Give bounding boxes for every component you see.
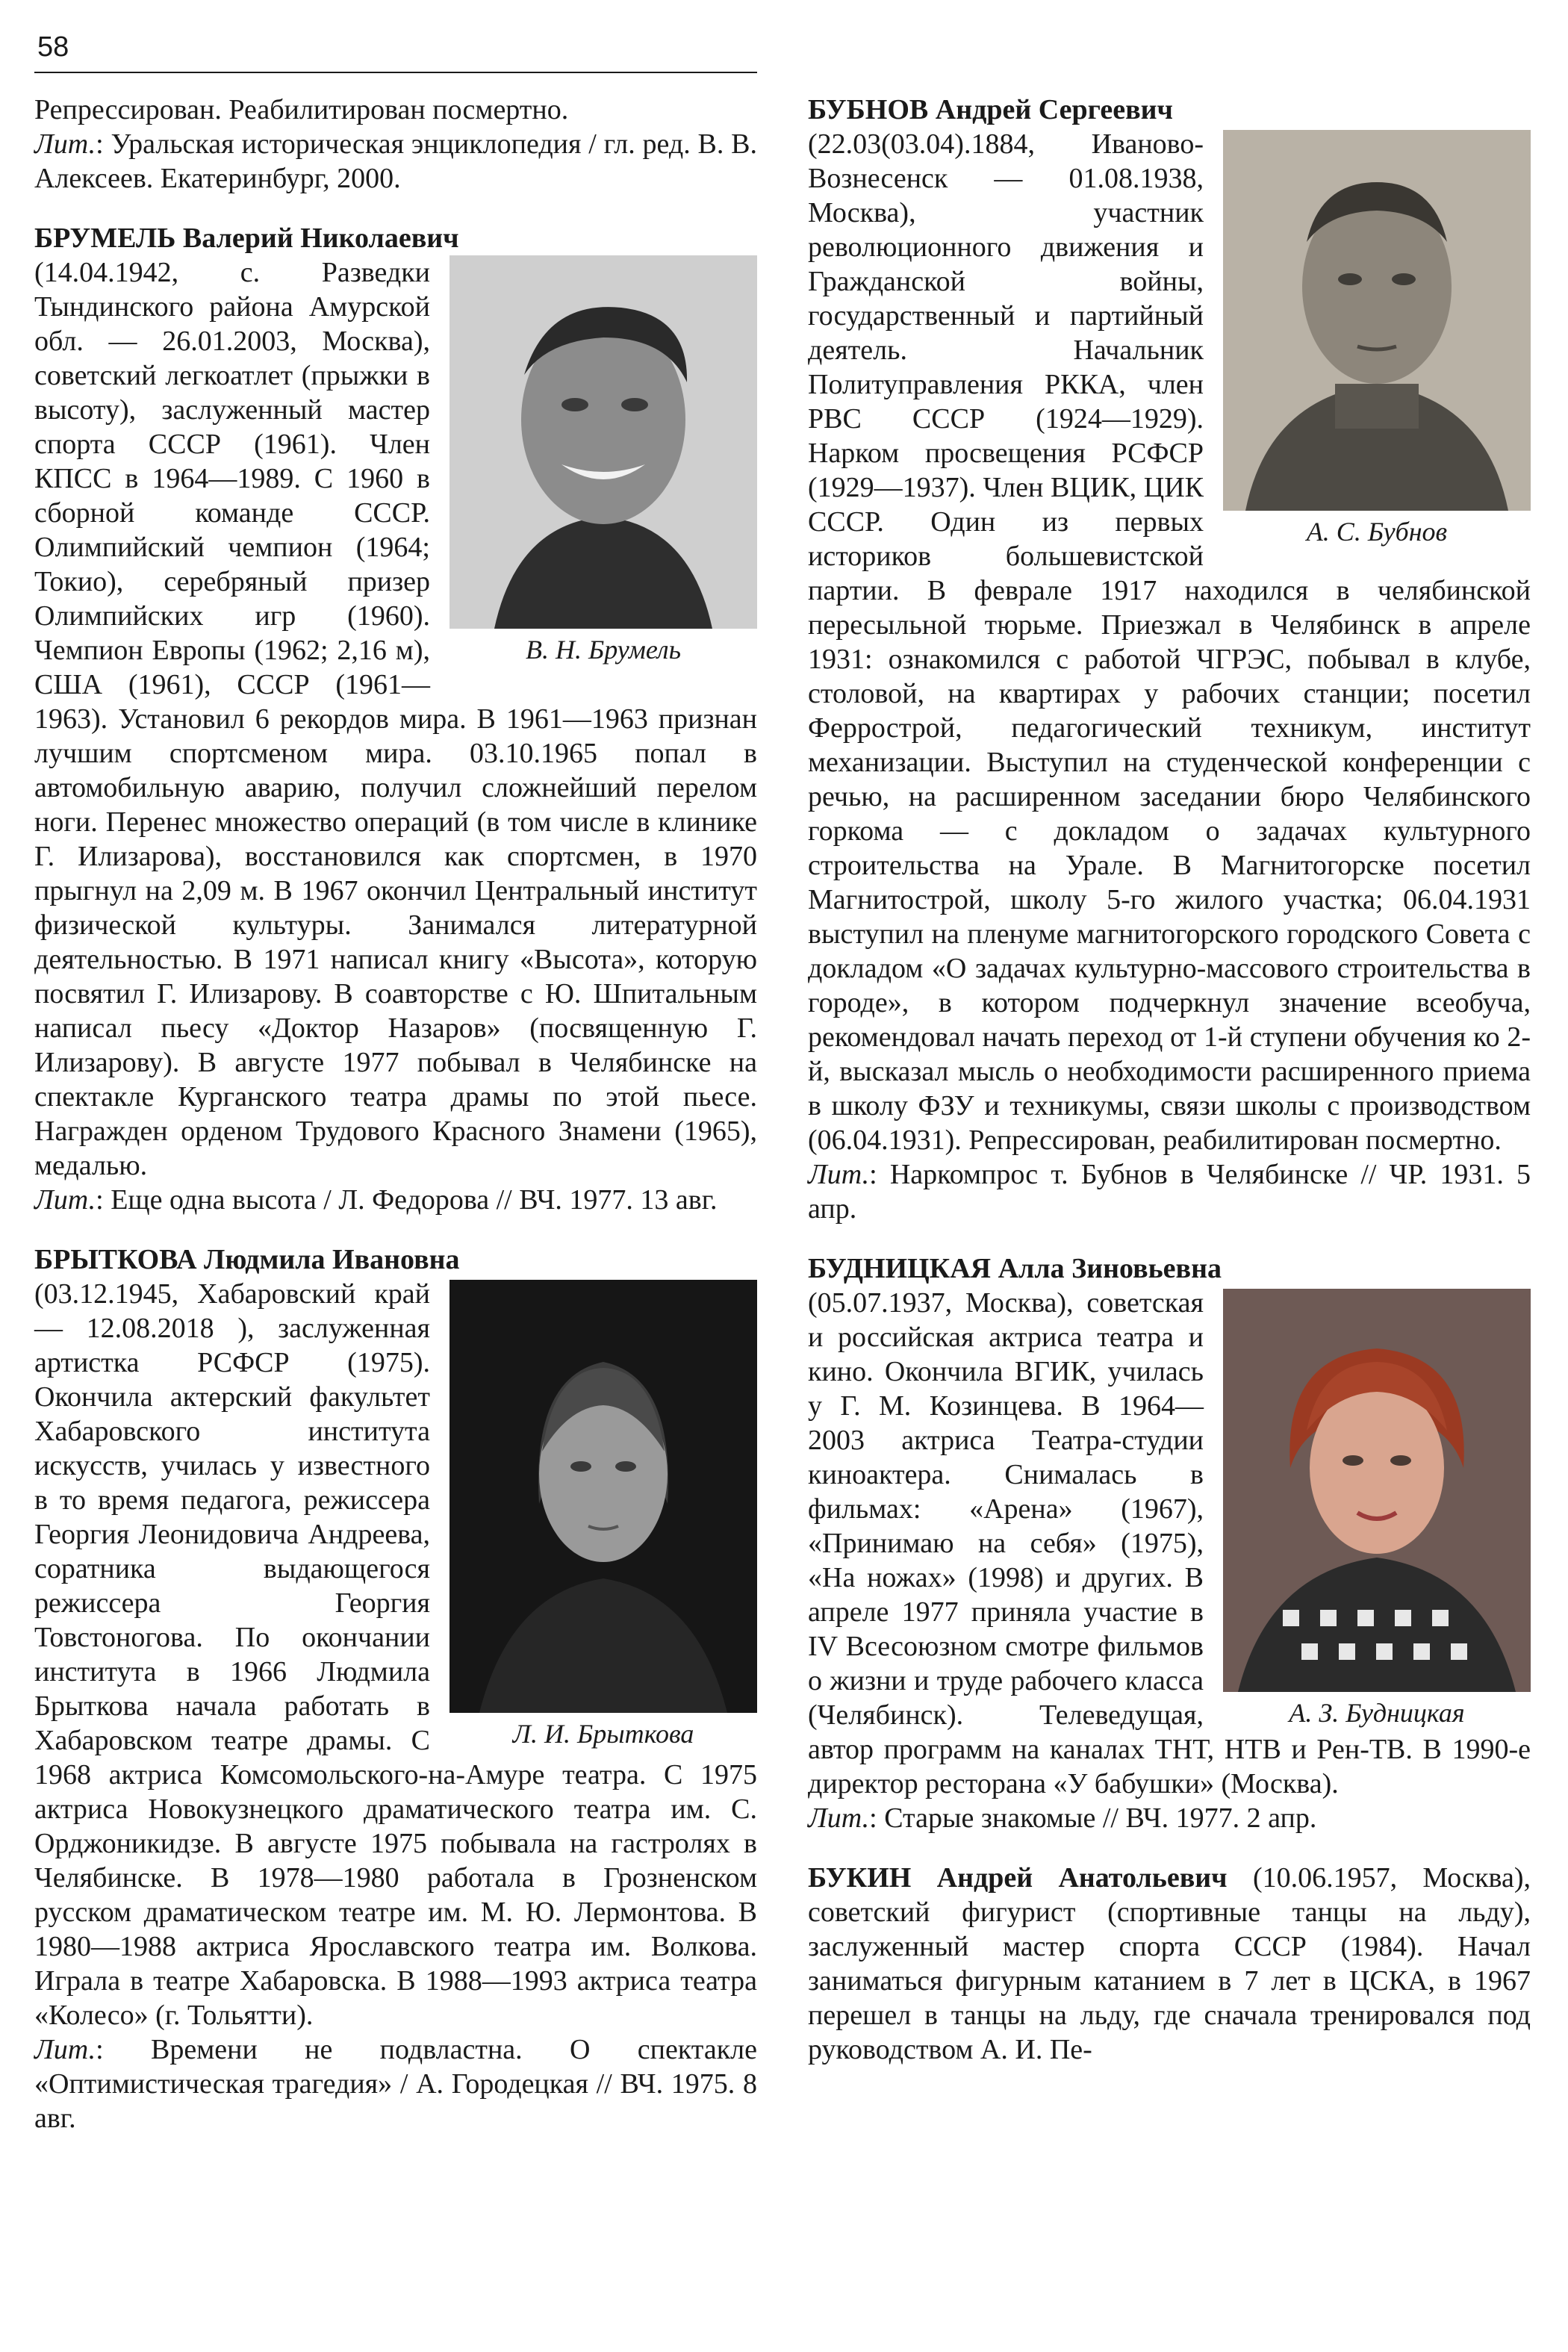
entry-bubnov bbox=[808, 93, 1531, 1226]
entry-text: (05.07.1937, Москва), советская и российская актриса театра и кино. Окончила ВГИК, училась у Г. М. Козинцева. В 1964—2003 актриса Театра-студии киноактера. Снималась в фильмах: «Арена» (1967), «Принимаю на себя» (1975), «На ножах» (1998) и других. В апреле 1977 приняла участие в IV Всесоюзном смотре фильмов о жизни и труде рабочего класса (Челябинск). Телеведущая, автор программ на каналах ТНТ, НТВ и Рен-ТВ. В 1990-е директор ресторана «У бабушки» (Москва). bbox=[808, 1287, 1531, 1799]
literature-text: : Уральская историческая энциклопедия / гл. ред. В. В. Алексеев. Екатеринбург, 2000. bbox=[34, 128, 757, 194]
entry-budnitskaya bbox=[808, 1251, 1531, 1835]
literature-label: Лит. bbox=[808, 1159, 870, 1190]
literature-label: Лит. bbox=[34, 1184, 96, 1216]
right-column bbox=[808, 93, 1531, 2092]
literature-note bbox=[34, 2032, 757, 2135]
entry-body bbox=[808, 93, 1531, 127]
photo-figure-brytkova bbox=[449, 1280, 757, 1750]
portrait-photo-brytkova bbox=[449, 1280, 757, 1713]
entry-name: БУБНОВ Андрей Сергеевич bbox=[808, 94, 1173, 125]
entry-body bbox=[808, 1861, 1531, 2067]
photo-caption-brumel: В. Н. Брумель bbox=[526, 635, 681, 665]
portrait-image bbox=[1223, 1289, 1531, 1692]
entry-brumel bbox=[34, 221, 757, 1217]
photo-caption-bubnov: А. С. Бубнов bbox=[1306, 517, 1448, 547]
entry-text: (22.03(03.04).1884, Иваново-Вознесенск — 01.08.1938, Москва), участник революционного движения и Гражданской войны, государственный и партийный деятель. Начальник Политуправления РККА, член РВС СССР (1924—1929). Нарком просвещения РСФСР (1929—1937). Член ВЦИК, ЦИК СССР. Один из первых историков большевистской партии. В феврале 1917 находился в челябинской пересыльной тюрьме. Приезжал в Челябинск в апреле 1931: ознакомился с работой ЧГРЭС, побывал в клубе, столовой, на квартирах у рабочих станции; посетил Феррострой, педагогический техникум, институт механизации. Выступил на студенческой конференции с речью, на расширенном заседании бюро Челябинского горкома — с докладом о задачах культурного строительства на Урале. В Магнитогорске посетил Магнитострой, школу 5-го жилого участка; 06.04.1931 выступил на пленуме магнитогорского городского Совета с докладом «О задачах культурно-массового строительства в городе», в котором подчеркнул значение всеобуча, рекомендовал начать переход от 1-й ступени обучения ко 2-й, высказал мысль о необходимости расширенного приема в школу ФЗУ и техникумы, связи школы с производством (06.04.1931). Репрессирован, реабилитирован посмертно. bbox=[808, 128, 1531, 1156]
entry-text: (10.06.1957, Москва), советский фигурист (спортивные танцы на льду), заслуженный мастер спорта СССР (1984). Начал заниматься фигурным катанием в 7 лет в ЦСКА, в 1967 перешел в танцы на льду, где сначала тренировался под руководством А. И. Пе- bbox=[808, 1862, 1531, 2065]
literature-note bbox=[34, 127, 757, 196]
literature-note bbox=[34, 1183, 757, 1217]
literature-text: : Времени не подвластна. О спектакле «Оптимистическая трагедия» / А. Городецкая // ВЧ. 1975. 8 авг. bbox=[34, 2034, 757, 2134]
portrait-image bbox=[449, 1280, 757, 1713]
photo-caption-budnitskaya: А. З. Будницкая bbox=[1289, 1698, 1465, 1728]
literature-text: : Старые знакомые // ВЧ. 1977. 2 апр. bbox=[869, 1802, 1317, 1834]
portrait-photo-brumel bbox=[449, 255, 757, 629]
photo-figure-brumel bbox=[449, 255, 757, 666]
entry-name: БУКИН Андрей Анатольевич bbox=[808, 1862, 1228, 1894]
photo-caption-brytkova: Л. И. Брыткова bbox=[512, 1719, 694, 1749]
entry-text: (03.12.1945, Хабаровский край — 12.08.2018 ), заслуженная артистка РСФСР (1975). Окончила актерский факультет Хабаровского института искусств, училась у известного в то время педагога, режиссера Георгия Леонидовича Андреева, соратника выдающегося режиссера Георгия Товстоногова. По окончании института в 1966 Людмила Брыткова начала работать в Хабаровском театре драмы. С 1968 актриса Комсомольского-на-Амуре театра. С 1975 актриса Новокузнецкого драматического театра им. С. Орджоникидзе. В августе 1975 побывала на гастролях в Челябинске. В 1978—1980 работала в Грозненском русском драматическом театре им. М. Ю. Лермонтова. В 1980—1988 актриса Ярославского театра им. Волкова. Играла в театре Хабаровска. В 1988—1993 актриса театра «Колесо» (г. Тольятти). bbox=[34, 1278, 757, 2031]
left-column bbox=[34, 93, 757, 2161]
entry-text: (14.04.1942, с. Разведки Тындинского района Амурской обл. — 26.01.2003, Москва), советский легкоатлет (прыжки в высоту), заслуженный мастер спорта СССР (1961). Член КПСС в 1964—1989. С 1960 в сборной команде СССР. Олимпийский чемпион (1964; Токио), серебряный призер Олимпийских игр (1960). Чемпион Европы (1962; 2,16 м), США (1961), СССР (1961—1963). Установил 6 рекордов мира. В 1961—1963 признан лучшим спортсменом мира. 03.10.1965 попал в автомобильную аварию, получил сложнейший перелом ноги. Перенес множество операций (в том числе в клинике Г. Илизарова), восстановился как спортсмен, в 1970 прыгнул на 2,09 м. В 1967 окончил Центральный институт физической культуры. Занимался литературной деятельностью. В 1971 написал книгу «Высота», которую посвятил Г. Илизарову. В соавторстве с Ю. Шпитальным написал пьесу «Доктор Назаров» (посвященную Г. Илизарову). В августе 1977 побывал в Челябинске на спектакле Курганского театра драмы по этой пьесе. Награжден орденом Трудового Красного Знамени (1965), медалью. bbox=[34, 257, 757, 1181]
entry-body bbox=[34, 1242, 757, 1277]
literature-text: : Еще одна высота / Л. Федорова // ВЧ. 1977. 13 авг. bbox=[96, 1184, 718, 1216]
entry-brytkova bbox=[34, 1242, 757, 2135]
literature-note bbox=[808, 1157, 1531, 1226]
literature-text: : Наркомпрос т. Бубнов в Челябинске // ЧР. 1931. 5 апр. bbox=[808, 1159, 1531, 1225]
header-rule bbox=[34, 72, 757, 73]
entry-name: БУДНИЦКАЯ Алла Зиновьевна bbox=[808, 1253, 1222, 1284]
continuation-text: Репрессирован. Реабилитирован посмертно. bbox=[34, 94, 569, 125]
entry-bukin bbox=[808, 1861, 1531, 2067]
portrait-image bbox=[1223, 130, 1531, 511]
portrait-photo-budnitskaya bbox=[1223, 1289, 1531, 1692]
entry-name: БРУМЕЛЬ Валерий Николаевич bbox=[34, 223, 459, 254]
entry-name: БРЫТКОВА Людмила Ивановна bbox=[34, 1244, 460, 1275]
portrait-image bbox=[449, 255, 757, 629]
literature-note bbox=[808, 1801, 1531, 1835]
portrait-photo-bubnov bbox=[1223, 130, 1531, 511]
entry-body bbox=[808, 1251, 1531, 1286]
photo-figure-budnitskaya bbox=[1223, 1289, 1531, 1729]
photo-figure-bubnov bbox=[1223, 130, 1531, 548]
literature-label: Лит. bbox=[808, 1802, 870, 1834]
entry-continuation bbox=[34, 93, 757, 196]
page-number: 58 bbox=[37, 31, 69, 63]
literature-label: Лит. bbox=[34, 128, 96, 160]
entry-body bbox=[34, 221, 757, 255]
literature-label: Лит. bbox=[34, 2034, 96, 2065]
